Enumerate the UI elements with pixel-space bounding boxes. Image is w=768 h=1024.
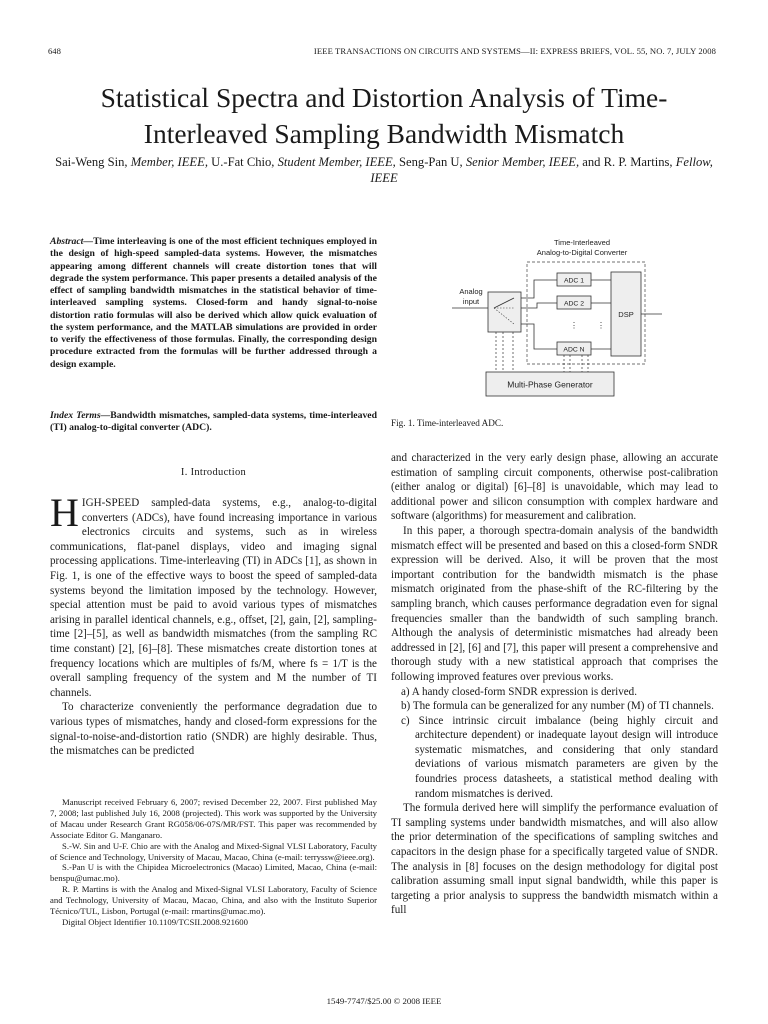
paragraph: In this paper, a thorough spectra-domain analysis of the bandwidth mismatch effect will be presented and based on this a closed-form SNDR expression will be derived. Also, it will be proven that the most important contribution for the bandwidth mismatch is the phase mismatch originated from the phase-shift of the RC-filtering by the sampling branch, which causes performance degradation even for signal frequencies smaller than the bandwidth of such sampling branch. Although the analysis of deterministic mismatches had already been addressed in [2], [6] and [7], this paper will present a comprehensive and thorough study with a new statistical approach that comprises the following improved features over previous works. [391,524,718,683]
page-number: 648 [48,46,61,56]
page-footer: 1549-7747/$25.00 © 2008 IEEE [326,996,442,1006]
paragraph [50,490,377,700]
author-name: and R. P. Martins, [582,155,673,169]
ellipsis-icon: ⋮ [597,321,605,330]
figure-title-1: Time-Interleaved [554,238,610,247]
paragraph: The formula derived here will simplify the performance evaluation of TI sampling systems under bandwidth mismatches, and will also allow the prior determination of the specifications of sampling switches and capacitors in the design phase for a specifically targeted value of SNDR. The analysis in [8] focuses on the design methodology for digital post calibration assuming small input signal bandwidth, while this paper is targeting a prior analysis to suppress the bandwidth mismatch within a full [391,802,718,917]
introduction [50,490,377,759]
drop-cap: H [50,490,79,535]
list-item: c) Since intrinsic circuit imbalance (being highly circuit and architecture dependent) or inadequate layout design will introduce systematic mismatches, and considering that only standard deviations of various mismatch parameters are given by the foundries process datasheets, a statistical method dealing with random mismatches is derived. [401,714,718,800]
author-role: Fellow, IEEE [370,155,713,185]
footnote: S.-Pan U is with the Chipidea Microelectronics (Macao) Limited, Macao, China (e-mail: benspu@umac.mo). [50,862,377,884]
route-adc1 [521,280,557,298]
input-label-2: input [462,297,480,306]
index-terms-label: Index Terms— [50,410,111,421]
author-list [40,154,728,186]
paragraph: and characterized in the very early design phase, allowing an accurate estimation of sampling circuit components, otherwise post-calibration (either analog or digital) [6]–[8] is unavoidable, which may lead to additional power and silicon consumption with complex hardware and software (algorithms) for measurement and calibration. [391,452,718,523]
journal-name: IEEE TRANSACTIONS ON CIRCUITS AND SYSTEMS—II: EXPRESS BRIEFS, VOL. 55, NO. 7, JULY 2008 [313,46,716,56]
list-item: a) A handy closed-form SNDR expression is derived. [401,685,638,698]
figure-title-2: Analog-to-Digital Converter [536,248,628,257]
author-role: Senior Member, IEEE, [465,155,580,169]
footnotes [50,797,377,928]
paragraph: To characterize conveniently the performance degradation due to various types of mismatches, handy and closed-form expressions for the signal-to-noise-and-distortion ratio (SNDR) are highly desirable. Thus, the mismatches can be predicted [50,701,377,758]
adc2-label: ADC 2 [563,300,585,308]
route-adcn [521,324,557,349]
route-adc2 [521,303,557,308]
paper-title: Statistical Spectra and Distortion Analysis of Time-Interleaved Sampling Bandwidth Mismatch [100,82,668,149]
abstract-label: Abstract— [50,236,94,247]
ellipsis-icon: ⋮ [570,321,578,330]
author-role: Member, IEEE, [130,155,208,169]
author-role: Student Member, IEEE, [277,155,396,169]
paragraph-text: IGH-SPEED sampled-data systems, e.g., analog-to-digital converters (ADCs), have found increasing importance in various electronics circuits and systems, such as in wireless communications, flat-panel displays, video and imaging signal processing applications. Time-interleaving (TI) in ADCs [1], as shown in Fig. 1, is one of the effective ways to boost the speed of sampled-data systems beyond the limitation imposed by the technology. However, special attention must be paid to avoid various types of mismatches arising in parallel identical channels, e.g., offset, [2], gain, [2], sampling-time [2]–[5], as well as bandwidth mismatches (from the sampling RC time constant) [2], [6]–[8]. These mismatches create distortion tones at frequency locations which are multiples of fs/M, where fs = 1/T is the overall sampling frequency of the system and M the number of TI channels. [50,497,377,699]
dsp-label: DSP [618,310,634,319]
author-name: Seng-Pan U, [399,155,463,169]
footnote-doi: Digital Object Identifier 10.1109/TCSII.2008.921600 [62,916,248,927]
adc1-label: ADC 1 [563,277,585,285]
figure-caption: Fig. 1. Time-interleaved ADC. [391,418,504,428]
index-terms-text: Bandwidth mismatches, sampled-data systems, time-interleaved (TI) analog-to-digital converter (ADC). [50,410,377,434]
author-name: U.-Fat Chio, [211,155,275,169]
right-column-text [391,451,718,918]
footnote: R. P. Martins is with the Analog and Mixed-Signal VLSI Laboratory, Faculty of Science and Technology, University of Macau, Macao, China, and also with the Instituto Superior Técnico/TUL, Lisbon, Portugal (e-mail: rmartins@umac.mo). [50,884,377,917]
adcn-label: ADC N [563,346,585,354]
section-heading: I. Introduction [180,467,247,478]
figure-ti-adc [444,232,666,410]
multi-phase-generator-label: Multi-Phase Generator [507,379,593,390]
author-name: Sai-Weng Sin, [55,155,128,169]
abstract [50,236,377,371]
footnote: Manuscript received February 6, 2007; revised December 22, 2007. First published May 7, 2008; last published July 16, 2008 (projected). This work was supported by the University of Macau under Research Grant RG058/06-07S/MR/FST. This paper was recommended by Associate Editor G. Manganaro. [50,797,377,840]
footnote: S.-W. Sin and U-F. Chio are with the Analog and Mixed-Signal VLSI Laboratory, Faculty of Science and Technology, University of Macau, Macao, China (e-mail: terryssw@ieee.org). [50,840,377,862]
abstract-text: Time interleaving is one of the most efficient techniques employed in the design of high-speed sampled-data systems. However, the mismatches appearing among different channels will create distortion tones that will degrade the system performance. This paper presents a detailed analysis of the effect of sampling bandwidth mismatches in the statistical behavior of time-interleaved sampling systems. Closed-form and handy signal-to-noise distortion ratio formulas will also be derived which allow quick evaluation of the system performance, and the MATLAB simulations are provided in order to verify the effectiveness of those formulas. Finally, the corresponding design procedure extracted from the formulas will be further addressed through a design example. [50,236,377,370]
input-label-1: Analog [459,287,483,296]
index-terms [50,410,377,435]
sampler-block [488,292,521,332]
list-item: b) The formula can be generalized for any number (M) of TI channels. [401,700,714,713]
